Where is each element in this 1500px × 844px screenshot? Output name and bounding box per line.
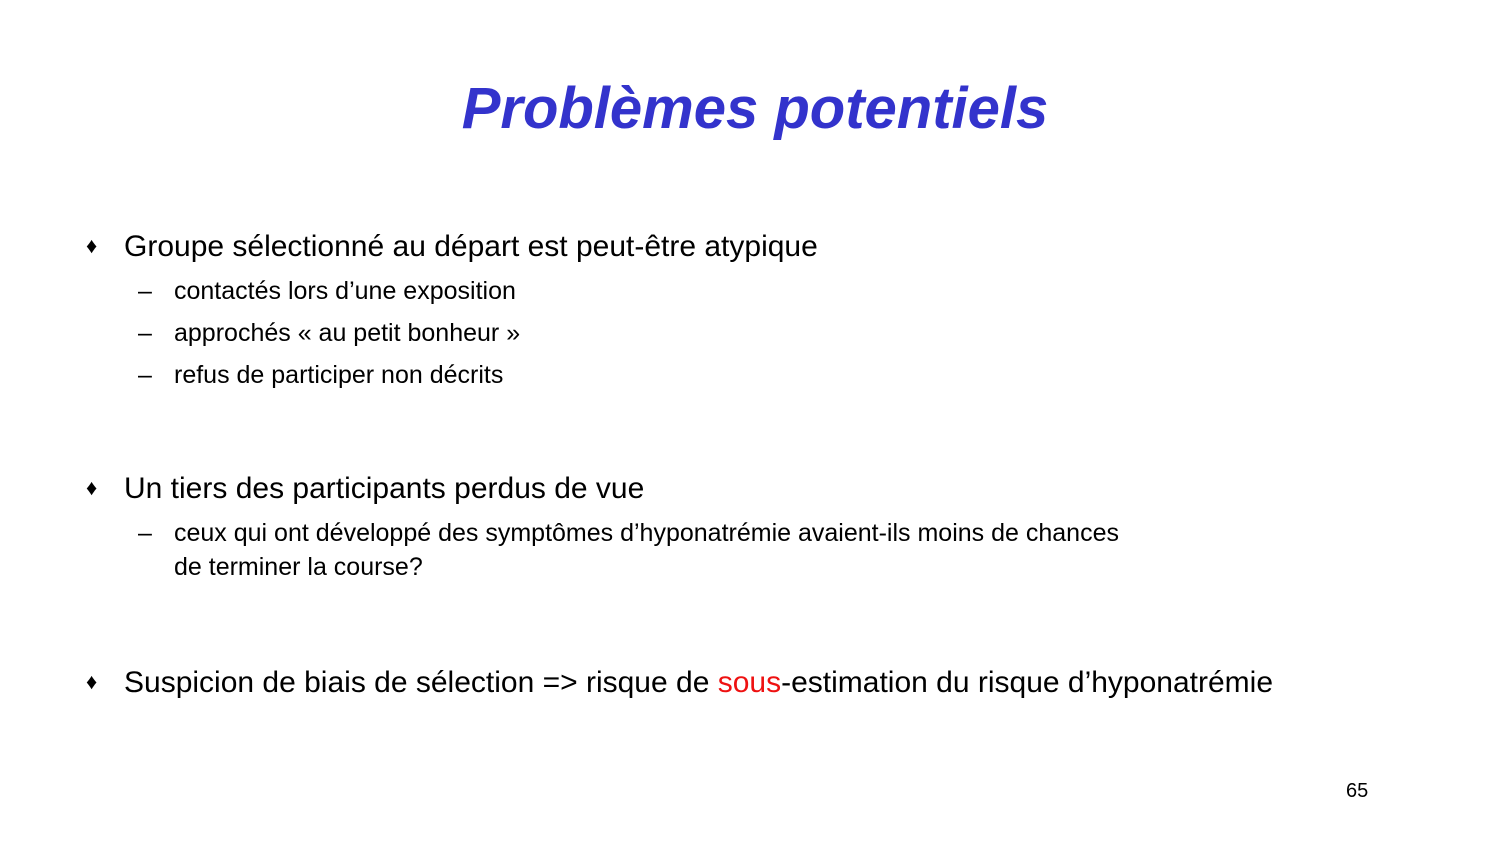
sub-bullet-approached [138,316,520,350]
diamond-bullet-icon: ♦ [86,669,98,694]
dash-bullet-icon: – [138,519,152,547]
dash-bullet-icon: – [138,277,152,305]
bullet-selected-group [86,228,818,265]
sub-bullet-text: refus de participer non décrits [174,361,504,389]
bullet-text-after: -estimation du risque d’hyponatrémie [781,666,1274,699]
dash-bullet-icon: – [138,319,152,347]
diamond-bullet-icon: ♦ [86,233,98,258]
bullet-text: Groupe sélectionné au départ est peut-être atypique [124,230,818,263]
sub-bullet-text: contactés lors d’une exposition [174,277,516,305]
bullet-text: Un tiers des participants perdus de vue [124,472,645,505]
sub-bullet-text: approchés « au petit bonheur » [174,319,521,347]
diamond-bullet-icon: ♦ [86,475,98,500]
sub-bullet-text-line-1: ceux qui ont développé des symptômes d’hyponatrémie avaient-ils moins de chances [174,519,1119,547]
sub-bullet-symptoms [138,516,1119,584]
bullet-text-before: Suspicion de biais de sélection => risque de [124,666,718,699]
bullet-text-highlight: sous [717,666,782,699]
bullet-lost-to-follow-up [86,470,644,507]
bullet-selection-bias [86,664,1273,701]
page-number: 65 [1346,780,1369,802]
sub-bullet-refusals [138,358,503,392]
slide-title: Problèmes potentiels [461,76,1049,141]
sub-bullet-contacted [138,274,516,308]
dash-bullet-icon: – [138,361,152,389]
sub-bullet-text-line-2: de terminer la course? [174,553,423,581]
